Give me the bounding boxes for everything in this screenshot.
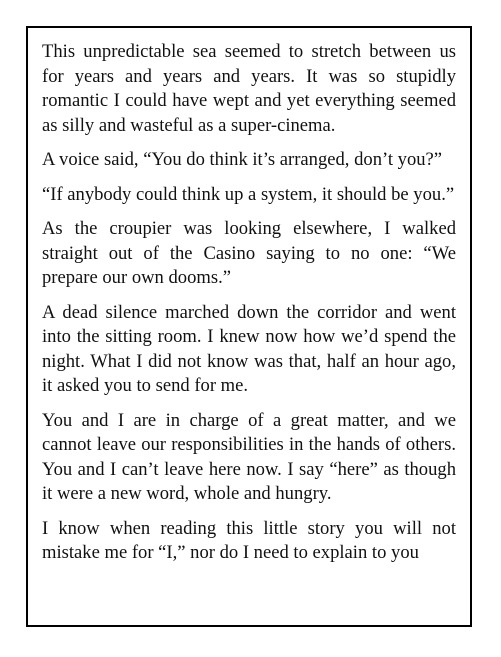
paragraph-4: As the croupier was looking elsewhere, I walked straight out of the Casino saying to no one: “We prepare our own dooms.”: [42, 218, 456, 288]
text-body: [42, 40, 456, 576]
paragraph-6: You and I are in charge of a great matter, and we cannot leave our responsibilities in the hands of others. You and I can’t leave here now. I say “here” as though it were a new word, whole and hungry.: [42, 409, 456, 504]
paragraph-7: I know when reading this little story you will not mistake me for “I,” nor do I need to explain to you: [42, 517, 456, 563]
paragraph-2: A voice said, “You do think it’s arranged, don’t you?”: [42, 149, 443, 170]
page-frame: [26, 26, 472, 627]
paragraph-1: This unpredictable sea seemed to stretch between us for years and years and years. It was so stupidly romantic I could have wept and yet everything seemed as silly and wasteful as a super-cinema.: [42, 41, 456, 136]
paragraph-3: “If anybody could think up a system, it should be you.”: [42, 183, 455, 205]
paragraph-5: A dead silence marched down the corridor and went into the sitting room. I knew now how we’d spend the night. What I did not know was that, half an hour ago, it asked you to send for me.: [42, 301, 456, 396]
